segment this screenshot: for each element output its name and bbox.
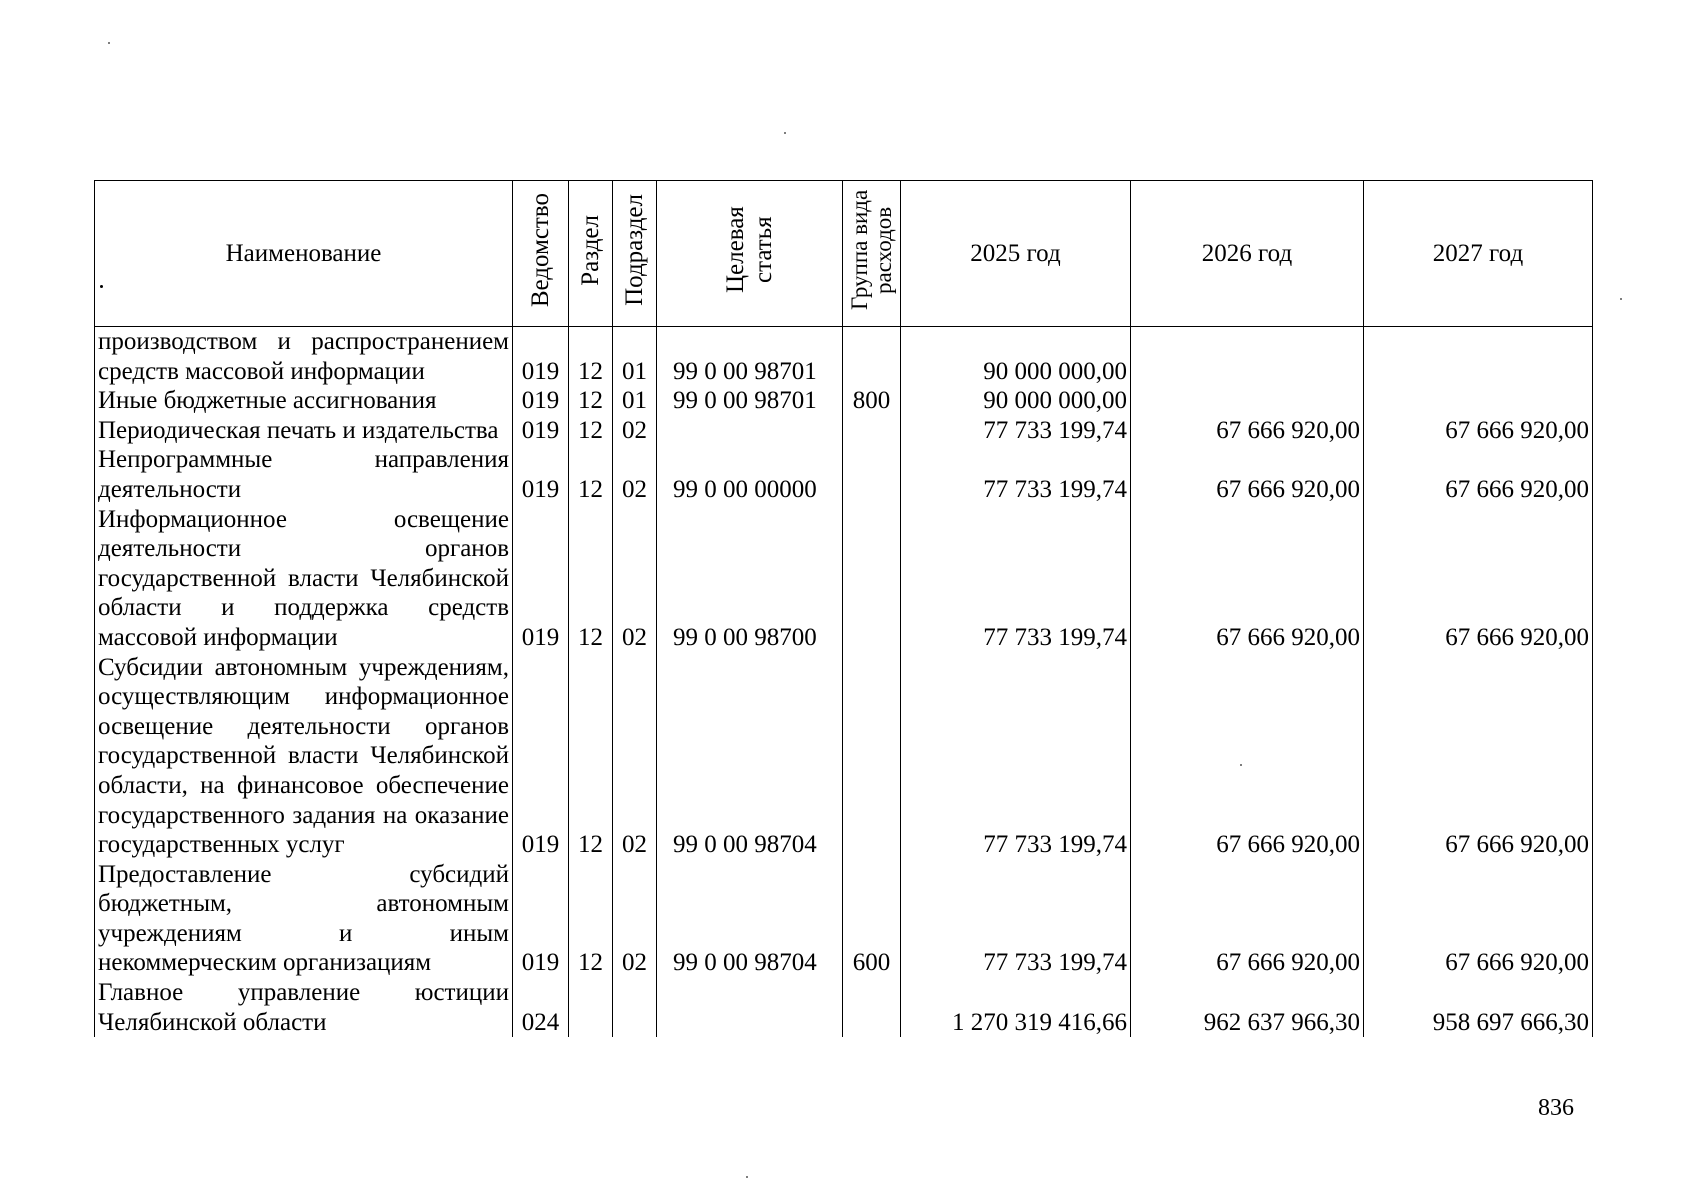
- header-2025: [901, 181, 1131, 327]
- table-row: [95, 653, 1593, 860]
- header-2026: [1131, 181, 1364, 327]
- row-vedomstvo: 019: [513, 327, 569, 387]
- row-podrazdel: 02: [613, 416, 657, 446]
- row-podrazdel: 01: [613, 327, 657, 387]
- row-vid-rashodov: [843, 327, 901, 387]
- row-2025: 77 733 199,74: [901, 505, 1131, 653]
- row-name: Предоставление субсидий бюджетным, автономным учреждениям и иным некоммерческим организациям: [95, 860, 513, 978]
- row-razdel: 12: [569, 445, 613, 504]
- row-tselevaya-statya: 99 0 00 98704: [657, 860, 843, 978]
- row-vid-rashodov: [843, 505, 901, 653]
- table-row: [95, 505, 1593, 653]
- row-vid-rashodov: [843, 445, 901, 504]
- row-razdel: 12: [569, 416, 613, 446]
- row-2026: 67 666 920,00: [1131, 416, 1364, 446]
- row-2026: 67 666 920,00: [1131, 653, 1364, 860]
- table-row: [95, 327, 1593, 387]
- table-row: [95, 860, 1593, 978]
- row-2025: 1 270 319 416,66: [901, 978, 1131, 1037]
- row-vedomstvo: 019: [513, 445, 569, 504]
- scan-speck: [784, 132, 786, 134]
- row-vid-rashodov: [843, 978, 901, 1037]
- row-vedomstvo: 019: [513, 505, 569, 653]
- table-row: [95, 445, 1593, 504]
- header-vedomstvo: [513, 181, 569, 327]
- header-tselevaya-statya-label: Целевая статья: [721, 206, 777, 294]
- row-2026: [1131, 327, 1364, 387]
- scan-speck: [1240, 764, 1242, 766]
- header-razdel: [569, 181, 613, 327]
- row-2025: 77 733 199,74: [901, 416, 1131, 446]
- row-razdel: 12: [569, 327, 613, 387]
- row-2026: 962 637 966,30: [1131, 978, 1364, 1037]
- row-razdel: 12: [569, 860, 613, 978]
- row-podrazdel: 01: [613, 386, 657, 416]
- row-name: Главное управление юстиции Челябинской области: [95, 978, 513, 1037]
- row-2027: 67 666 920,00: [1364, 416, 1593, 446]
- row-2025: 77 733 199,74: [901, 653, 1131, 860]
- row-name: Периодическая печать и издательства: [95, 416, 513, 446]
- row-2027: 67 666 920,00: [1364, 860, 1593, 978]
- row-2025: 90 000 000,00: [901, 386, 1131, 416]
- row-name: Непрограммные направления деятельности: [95, 445, 513, 504]
- row-podrazdel: 02: [613, 445, 657, 504]
- row-vid-rashodov: 600: [843, 860, 901, 978]
- row-2025: 77 733 199,74: [901, 860, 1131, 978]
- row-2025: 90 000 000,00: [901, 327, 1131, 387]
- row-tselevaya-statya: 99 0 00 00000: [657, 445, 843, 504]
- header-podrazdel-label: Подраздел: [620, 194, 648, 306]
- row-tselevaya-statya: 99 0 00 98704: [657, 653, 843, 860]
- page-number: 836: [1538, 1095, 1574, 1121]
- scan-speck: [1620, 298, 1622, 300]
- row-vedomstvo: 019: [513, 653, 569, 860]
- row-tselevaya-statya: [657, 416, 843, 446]
- row-2025: 77 733 199,74: [901, 445, 1131, 504]
- row-name: Информационное освещение деятельности органов государственной власти Челябинской области и поддержка средств массовой информации: [95, 505, 513, 653]
- row-razdel: 12: [569, 386, 613, 416]
- header-name-label: Наименование: [225, 239, 382, 267]
- row-vedomstvo: 019: [513, 386, 569, 416]
- row-tselevaya-statya: [657, 978, 843, 1037]
- row-2026: 67 666 920,00: [1131, 445, 1364, 504]
- row-2026: 67 666 920,00: [1131, 860, 1364, 978]
- header-name: [95, 181, 513, 327]
- row-razdel: [569, 978, 613, 1037]
- row-podrazdel: [613, 978, 657, 1037]
- header-2026-label: 2026 год: [1201, 239, 1293, 267]
- header-2025-label: 2025 год: [970, 239, 1061, 267]
- row-2027: 67 666 920,00: [1364, 505, 1593, 653]
- scan-speck: [746, 1176, 748, 1178]
- header-vedomstvo-label: Ведомство: [526, 192, 554, 308]
- row-podrazdel: 02: [613, 505, 657, 653]
- row-razdel: 12: [569, 653, 613, 860]
- budget-table: [94, 180, 1593, 1037]
- row-vid-rashodov: 800: [843, 386, 901, 416]
- row-vedomstvo: 024: [513, 978, 569, 1037]
- row-2026: 67 666 920,00: [1131, 505, 1364, 653]
- scan-speck: [108, 42, 110, 44]
- table-row: [95, 386, 1593, 416]
- row-2027: [1364, 327, 1593, 387]
- header-2027-label: 2027 год: [1432, 239, 1524, 267]
- row-tselevaya-statya: 99 0 00 98701: [657, 327, 843, 387]
- row-podrazdel: 02: [613, 653, 657, 860]
- row-podrazdel: 02: [613, 860, 657, 978]
- row-vedomstvo: 019: [513, 416, 569, 446]
- table-header-row: [95, 181, 1593, 327]
- table-row: [95, 416, 1593, 446]
- header-tselevaya-statya: [657, 181, 843, 327]
- header-podrazdel: [613, 181, 657, 327]
- header-gruppa-vida-rashodov: [843, 181, 901, 327]
- row-2027: 67 666 920,00: [1364, 445, 1593, 504]
- row-2027: 67 666 920,00: [1364, 653, 1593, 860]
- header-gruppa-vida-rashodov-label: Группа вида расходов: [846, 189, 896, 311]
- table-row-total: [95, 978, 1593, 1037]
- row-tselevaya-statya: 99 0 00 98700: [657, 505, 843, 653]
- row-razdel: 12: [569, 505, 613, 653]
- row-vid-rashodov: [843, 416, 901, 446]
- row-name: производством и распространением средств массовой информации: [95, 327, 513, 387]
- row-name: Субсидии автономным учреждениям, осуществляющим информационное освещение деятельности органов государственной власти Челябинской области, на финансовое обеспечение государственного задания на оказание государственных услуг: [95, 653, 513, 860]
- header-razdel-label: Раздел: [576, 214, 604, 286]
- header-2027: [1364, 181, 1593, 327]
- row-name: Иные бюджетные ассигнования: [95, 386, 513, 416]
- row-2027: [1364, 386, 1593, 416]
- row-2026: [1131, 386, 1364, 416]
- scan-speck: [100, 285, 103, 288]
- row-2027: 958 697 666,30: [1364, 978, 1593, 1037]
- row-tselevaya-statya: 99 0 00 98701: [657, 386, 843, 416]
- row-vid-rashodov: [843, 653, 901, 860]
- row-vedomstvo: 019: [513, 860, 569, 978]
